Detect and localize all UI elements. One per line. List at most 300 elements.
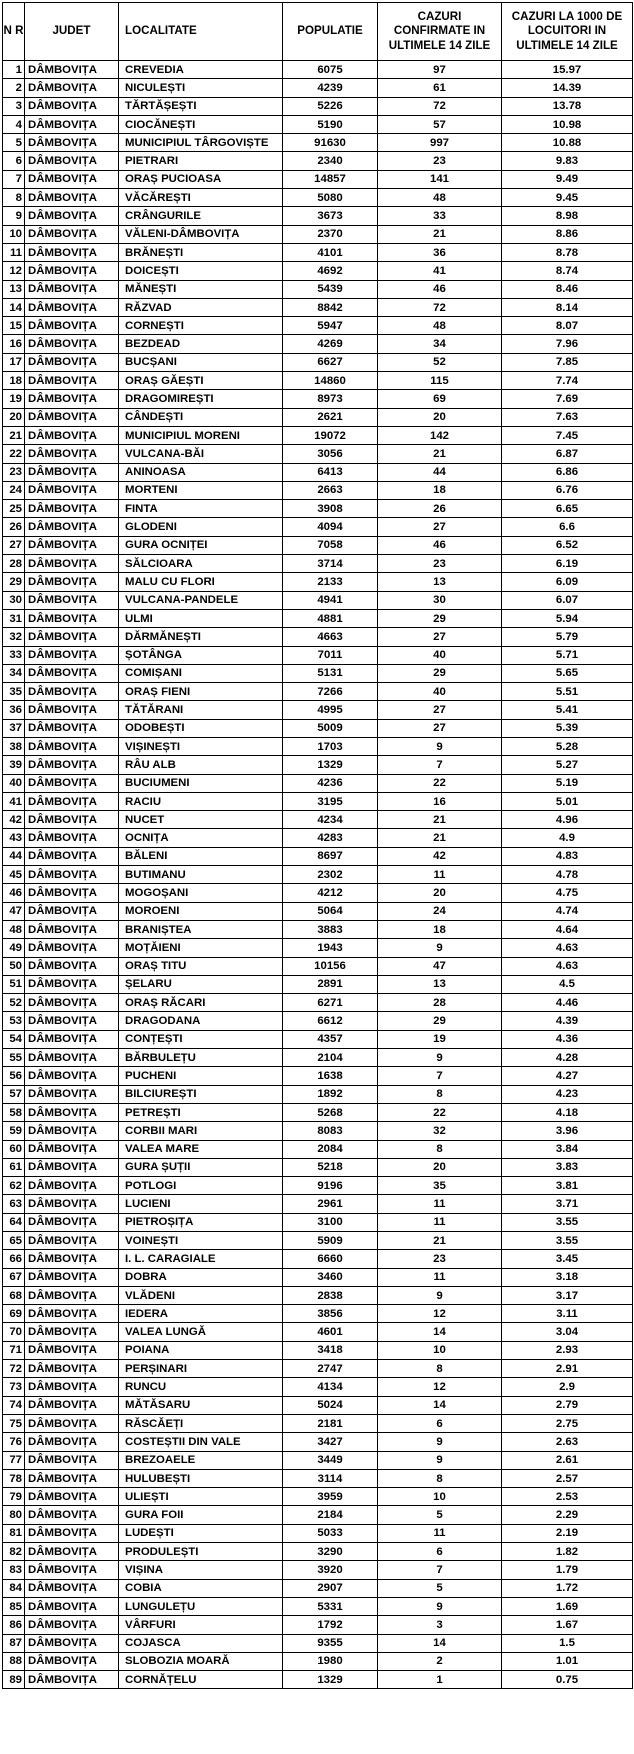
localitate-cell: VALEA MARE bbox=[119, 1140, 283, 1158]
rata-cell: 6.07 bbox=[502, 591, 633, 609]
table-row bbox=[3, 1597, 633, 1615]
populatie-cell: 4234 bbox=[283, 811, 378, 829]
rata-cell: 7.85 bbox=[502, 353, 633, 371]
table-row bbox=[3, 298, 633, 316]
populatie-cell: 2181 bbox=[283, 1414, 378, 1432]
localitate-cell: VIȘINEȘTI bbox=[119, 737, 283, 755]
table-row bbox=[3, 664, 633, 682]
row-number: 83 bbox=[3, 1561, 25, 1579]
row-number: 87 bbox=[3, 1634, 25, 1652]
row-number: 84 bbox=[3, 1579, 25, 1597]
localitate-cell: ORAȘ TITU bbox=[119, 957, 283, 975]
cazuri-cell: 20 bbox=[378, 408, 502, 426]
judet-cell: DÂMBOVIȚA bbox=[25, 1012, 119, 1030]
row-number: 86 bbox=[3, 1616, 25, 1634]
rata-cell: 3.45 bbox=[502, 1250, 633, 1268]
localitate-cell: GLODENI bbox=[119, 518, 283, 536]
localitate-cell: VULCANA-BĂI bbox=[119, 445, 283, 463]
table-body bbox=[3, 61, 633, 1689]
table-row bbox=[3, 1561, 633, 1579]
row-number: 36 bbox=[3, 701, 25, 719]
judet-cell: DÂMBOVIȚA bbox=[25, 280, 119, 298]
populatie-cell: 4134 bbox=[283, 1378, 378, 1396]
populatie-cell: 5024 bbox=[283, 1396, 378, 1414]
table-row bbox=[3, 134, 633, 152]
rata-cell: 2.53 bbox=[502, 1488, 633, 1506]
row-number: 39 bbox=[3, 756, 25, 774]
row-number: 62 bbox=[3, 1177, 25, 1195]
table-row bbox=[3, 1360, 633, 1378]
localitate-cell: RÂU ALB bbox=[119, 756, 283, 774]
localitate-cell: PRODULEȘTI bbox=[119, 1543, 283, 1561]
row-number: 88 bbox=[3, 1652, 25, 1670]
populatie-cell: 4212 bbox=[283, 884, 378, 902]
table-row bbox=[3, 902, 633, 920]
table-row bbox=[3, 1122, 633, 1140]
judet-cell: DÂMBOVIȚA bbox=[25, 1561, 119, 1579]
table-row bbox=[3, 1469, 633, 1487]
rata-cell: 2.91 bbox=[502, 1360, 633, 1378]
judet-cell: DÂMBOVIȚA bbox=[25, 975, 119, 993]
localitate-cell: COJASCA bbox=[119, 1634, 283, 1652]
table-row bbox=[3, 957, 633, 975]
row-number: 80 bbox=[3, 1506, 25, 1524]
localitate-cell: CORNEȘTI bbox=[119, 317, 283, 335]
judet-cell: DÂMBOVIȚA bbox=[25, 1506, 119, 1524]
row-number: 72 bbox=[3, 1360, 25, 1378]
localitate-cell: RUNCU bbox=[119, 1378, 283, 1396]
rata-cell: 3.18 bbox=[502, 1268, 633, 1286]
populatie-cell: 1892 bbox=[283, 1085, 378, 1103]
row-number: 71 bbox=[3, 1341, 25, 1359]
cazuri-cell: 36 bbox=[378, 243, 502, 261]
table-row bbox=[3, 994, 633, 1012]
judet-cell: DÂMBOVIȚA bbox=[25, 134, 119, 152]
localitate-cell: BĂRBULEȚU bbox=[119, 1049, 283, 1067]
table-row bbox=[3, 518, 633, 536]
localitate-cell: PUCHENI bbox=[119, 1067, 283, 1085]
judet-cell: DÂMBOVIȚA bbox=[25, 481, 119, 499]
localitate-cell: VIȘINA bbox=[119, 1561, 283, 1579]
row-number: 50 bbox=[3, 957, 25, 975]
populatie-cell: 2340 bbox=[283, 152, 378, 170]
row-number: 12 bbox=[3, 262, 25, 280]
localitate-cell: POTLOGI bbox=[119, 1177, 283, 1195]
populatie-cell: 14860 bbox=[283, 372, 378, 390]
rata-cell: 8.14 bbox=[502, 298, 633, 316]
localitate-cell: HULUBEȘTI bbox=[119, 1469, 283, 1487]
rata-cell: 4.64 bbox=[502, 920, 633, 938]
table-row bbox=[3, 719, 633, 737]
rata-cell: 10.88 bbox=[502, 134, 633, 152]
populatie-cell: 2084 bbox=[283, 1140, 378, 1158]
rata-cell: 1.72 bbox=[502, 1579, 633, 1597]
header-cazuri: CAZURI CONFIRMATE IN ULTIMELE 14 ZILE bbox=[378, 3, 502, 61]
cazuri-cell: 8 bbox=[378, 1360, 502, 1378]
table-row bbox=[3, 847, 633, 865]
row-number: 55 bbox=[3, 1049, 25, 1067]
cazuri-cell: 47 bbox=[378, 957, 502, 975]
rata-cell: 3.55 bbox=[502, 1213, 633, 1231]
judet-cell: DÂMBOVIȚA bbox=[25, 1195, 119, 1213]
localitate-cell: RĂZVAD bbox=[119, 298, 283, 316]
table-row bbox=[3, 463, 633, 481]
table-row bbox=[3, 1213, 633, 1231]
row-number: 33 bbox=[3, 646, 25, 664]
judet-cell: DÂMBOVIȚA bbox=[25, 500, 119, 518]
row-number: 85 bbox=[3, 1597, 25, 1615]
rata-cell: 5.41 bbox=[502, 701, 633, 719]
cazuri-cell: 27 bbox=[378, 719, 502, 737]
localitate-cell: ORAȘ FIENI bbox=[119, 683, 283, 701]
populatie-cell: 3714 bbox=[283, 555, 378, 573]
table-row bbox=[3, 170, 633, 188]
row-number: 16 bbox=[3, 335, 25, 353]
cazuri-cell: 7 bbox=[378, 756, 502, 774]
judet-cell: DÂMBOVIȚA bbox=[25, 1396, 119, 1414]
rata-cell: 2.9 bbox=[502, 1378, 633, 1396]
populatie-cell: 5439 bbox=[283, 280, 378, 298]
table-row bbox=[3, 1268, 633, 1286]
populatie-cell: 4663 bbox=[283, 628, 378, 646]
cazuri-cell: 12 bbox=[378, 1378, 502, 1396]
judet-cell: DÂMBOVIȚA bbox=[25, 1122, 119, 1140]
cazuri-cell: 7 bbox=[378, 1067, 502, 1085]
table-row bbox=[3, 920, 633, 938]
judet-cell: DÂMBOVIȚA bbox=[25, 628, 119, 646]
cazuri-cell: 29 bbox=[378, 1012, 502, 1030]
localitate-cell: COSTEȘTII DIN VALE bbox=[119, 1433, 283, 1451]
cazuri-cell: 11 bbox=[378, 1268, 502, 1286]
row-number: 65 bbox=[3, 1232, 25, 1250]
cazuri-cell: 9 bbox=[378, 737, 502, 755]
rata-cell: 4.46 bbox=[502, 994, 633, 1012]
cazuri-cell: 7 bbox=[378, 1561, 502, 1579]
localitate-cell: MUNICIPIUL TÂRGOVIȘTE bbox=[119, 134, 283, 152]
table-row bbox=[3, 756, 633, 774]
cazuri-cell: 32 bbox=[378, 1122, 502, 1140]
localitate-cell: ORAȘ PUCIOASA bbox=[119, 170, 283, 188]
table-row bbox=[3, 372, 633, 390]
localitate-cell: OCNIȚA bbox=[119, 829, 283, 847]
judet-cell: DÂMBOVIȚA bbox=[25, 1433, 119, 1451]
rata-cell: 5.19 bbox=[502, 774, 633, 792]
populatie-cell: 5009 bbox=[283, 719, 378, 737]
judet-cell: DÂMBOVIȚA bbox=[25, 1543, 119, 1561]
table-row bbox=[3, 1671, 633, 1689]
row-number: 38 bbox=[3, 737, 25, 755]
judet-cell: DÂMBOVIȚA bbox=[25, 1049, 119, 1067]
table-row bbox=[3, 1305, 633, 1323]
populatie-cell: 8973 bbox=[283, 390, 378, 408]
row-number: 6 bbox=[3, 152, 25, 170]
localitate-cell: MOROENI bbox=[119, 902, 283, 920]
populatie-cell: 5080 bbox=[283, 189, 378, 207]
row-number: 40 bbox=[3, 774, 25, 792]
cazuri-cell: 41 bbox=[378, 262, 502, 280]
judet-cell: DÂMBOVIȚA bbox=[25, 573, 119, 591]
judet-cell: DÂMBOVIȚA bbox=[25, 1067, 119, 1085]
rata-cell: 5.51 bbox=[502, 683, 633, 701]
localitate-cell: DĂRMĂNEȘTI bbox=[119, 628, 283, 646]
populatie-cell: 3460 bbox=[283, 1268, 378, 1286]
cazuri-cell: 21 bbox=[378, 1232, 502, 1250]
row-number: 42 bbox=[3, 811, 25, 829]
cazuri-cell: 115 bbox=[378, 372, 502, 390]
table-row bbox=[3, 1634, 633, 1652]
judet-cell: DÂMBOVIȚA bbox=[25, 372, 119, 390]
row-number: 89 bbox=[3, 1671, 25, 1689]
populatie-cell: 1329 bbox=[283, 1671, 378, 1689]
rata-cell: 8.78 bbox=[502, 243, 633, 261]
populatie-cell: 2184 bbox=[283, 1506, 378, 1524]
table-row bbox=[3, 555, 633, 573]
rata-cell: 3.96 bbox=[502, 1122, 633, 1140]
rata-cell: 6.19 bbox=[502, 555, 633, 573]
populatie-cell: 2961 bbox=[283, 1195, 378, 1213]
table-row bbox=[3, 829, 633, 847]
populatie-cell: 2663 bbox=[283, 481, 378, 499]
localitate-cell: BRANIȘTEA bbox=[119, 920, 283, 938]
localitate-cell: CÂNDEȘTI bbox=[119, 408, 283, 426]
table-row bbox=[3, 335, 633, 353]
judet-cell: DÂMBOVIȚA bbox=[25, 1213, 119, 1231]
judet-cell: DÂMBOVIȚA bbox=[25, 811, 119, 829]
row-number: 75 bbox=[3, 1414, 25, 1432]
table-row bbox=[3, 701, 633, 719]
cazuri-cell: 61 bbox=[378, 79, 502, 97]
localitate-cell: VLĂDENI bbox=[119, 1286, 283, 1304]
judet-cell: DÂMBOVIȚA bbox=[25, 1524, 119, 1542]
cazuri-cell: 30 bbox=[378, 591, 502, 609]
judet-cell: DÂMBOVIȚA bbox=[25, 1250, 119, 1268]
row-number: 49 bbox=[3, 939, 25, 957]
table-row bbox=[3, 481, 633, 499]
row-number: 60 bbox=[3, 1140, 25, 1158]
rata-cell: 1.82 bbox=[502, 1543, 633, 1561]
row-number: 35 bbox=[3, 683, 25, 701]
populatie-cell: 9355 bbox=[283, 1634, 378, 1652]
localitate-cell: ULMI bbox=[119, 609, 283, 627]
table-row bbox=[3, 500, 633, 518]
table-row bbox=[3, 774, 633, 792]
rata-cell: 7.45 bbox=[502, 426, 633, 444]
cazuri-cell: 40 bbox=[378, 646, 502, 664]
rata-cell: 4.63 bbox=[502, 957, 633, 975]
row-number: 43 bbox=[3, 829, 25, 847]
table-row bbox=[3, 1543, 633, 1561]
table-row bbox=[3, 975, 633, 993]
populatie-cell: 4601 bbox=[283, 1323, 378, 1341]
populatie-cell: 6075 bbox=[283, 61, 378, 79]
rata-cell: 8.74 bbox=[502, 262, 633, 280]
localitate-cell: RACIU bbox=[119, 792, 283, 810]
table-row bbox=[3, 683, 633, 701]
populatie-cell: 2104 bbox=[283, 1049, 378, 1067]
table-row bbox=[3, 939, 633, 957]
populatie-cell: 4995 bbox=[283, 701, 378, 719]
table-row bbox=[3, 1195, 633, 1213]
rata-cell: 6.6 bbox=[502, 518, 633, 536]
cazuri-cell: 23 bbox=[378, 555, 502, 573]
cazuri-cell: 40 bbox=[378, 683, 502, 701]
judet-cell: DÂMBOVIȚA bbox=[25, 518, 119, 536]
row-number: 29 bbox=[3, 573, 25, 591]
row-number: 57 bbox=[3, 1085, 25, 1103]
table-header bbox=[3, 3, 633, 61]
localitate-cell: BRĂNEȘTI bbox=[119, 243, 283, 261]
judet-cell: DÂMBOVIȚA bbox=[25, 1268, 119, 1286]
judet-cell: DÂMBOVIȚA bbox=[25, 445, 119, 463]
rata-cell: 7.69 bbox=[502, 390, 633, 408]
cazuri-cell: 29 bbox=[378, 609, 502, 627]
header-nr: N R bbox=[3, 3, 25, 61]
cazuri-cell: 48 bbox=[378, 189, 502, 207]
row-number: 51 bbox=[3, 975, 25, 993]
cazuri-cell: 3 bbox=[378, 1616, 502, 1634]
populatie-cell: 4941 bbox=[283, 591, 378, 609]
populatie-cell: 3883 bbox=[283, 920, 378, 938]
rata-cell: 4.78 bbox=[502, 866, 633, 884]
populatie-cell: 5218 bbox=[283, 1158, 378, 1176]
table-row bbox=[3, 243, 633, 261]
row-number: 66 bbox=[3, 1250, 25, 1268]
rata-cell: 4.28 bbox=[502, 1049, 633, 1067]
table-row bbox=[3, 1378, 633, 1396]
rata-cell: 4.27 bbox=[502, 1067, 633, 1085]
judet-cell: DÂMBOVIȚA bbox=[25, 1305, 119, 1323]
populatie-cell: 91630 bbox=[283, 134, 378, 152]
table-row bbox=[3, 1085, 633, 1103]
rata-cell: 2.61 bbox=[502, 1451, 633, 1469]
table-row bbox=[3, 1506, 633, 1524]
cazuri-cell: 57 bbox=[378, 115, 502, 133]
row-number: 19 bbox=[3, 390, 25, 408]
populatie-cell: 6271 bbox=[283, 994, 378, 1012]
cazuri-cell: 14 bbox=[378, 1634, 502, 1652]
localitate-cell: MOGOȘANI bbox=[119, 884, 283, 902]
row-number: 1 bbox=[3, 61, 25, 79]
table-row bbox=[3, 1140, 633, 1158]
row-number: 81 bbox=[3, 1524, 25, 1542]
judet-cell: DÂMBOVIȚA bbox=[25, 1488, 119, 1506]
cazuri-cell: 33 bbox=[378, 207, 502, 225]
rata-cell: 2.93 bbox=[502, 1341, 633, 1359]
populatie-cell: 1329 bbox=[283, 756, 378, 774]
cazuri-cell: 19 bbox=[378, 1030, 502, 1048]
row-number: 34 bbox=[3, 664, 25, 682]
row-number: 79 bbox=[3, 1488, 25, 1506]
populatie-cell: 4283 bbox=[283, 829, 378, 847]
localitate-cell: PIETRARI bbox=[119, 152, 283, 170]
cazuri-cell: 14 bbox=[378, 1396, 502, 1414]
judet-cell: DÂMBOVIȚA bbox=[25, 884, 119, 902]
rata-cell: 8.46 bbox=[502, 280, 633, 298]
table-row bbox=[3, 573, 633, 591]
row-number: 14 bbox=[3, 298, 25, 316]
row-number: 18 bbox=[3, 372, 25, 390]
row-number: 58 bbox=[3, 1103, 25, 1121]
rata-cell: 7.96 bbox=[502, 335, 633, 353]
rata-cell: 9.49 bbox=[502, 170, 633, 188]
localitate-cell: MUNICIPIUL MORENI bbox=[119, 426, 283, 444]
judet-cell: DÂMBOVIȚA bbox=[25, 1177, 119, 1195]
rata-cell: 0.75 bbox=[502, 1671, 633, 1689]
populatie-cell: 5190 bbox=[283, 115, 378, 133]
localitate-cell: BUCȘANI bbox=[119, 353, 283, 371]
cazuri-cell: 72 bbox=[378, 97, 502, 115]
rata-cell: 6.76 bbox=[502, 481, 633, 499]
localitate-cell: LUNGULEȚU bbox=[119, 1597, 283, 1615]
populatie-cell: 3418 bbox=[283, 1341, 378, 1359]
cazuri-cell: 142 bbox=[378, 426, 502, 444]
row-number: 30 bbox=[3, 591, 25, 609]
row-number: 28 bbox=[3, 555, 25, 573]
judet-cell: DÂMBOVIȚA bbox=[25, 701, 119, 719]
populatie-cell: 4692 bbox=[283, 262, 378, 280]
judet-cell: DÂMBOVIȚA bbox=[25, 115, 119, 133]
cazuri-cell: 13 bbox=[378, 573, 502, 591]
table-row bbox=[3, 1451, 633, 1469]
rata-cell: 1.01 bbox=[502, 1652, 633, 1670]
populatie-cell: 4357 bbox=[283, 1030, 378, 1048]
rata-cell: 15.97 bbox=[502, 61, 633, 79]
header-populatie: POPULATIE bbox=[283, 3, 378, 61]
rata-cell: 13.78 bbox=[502, 97, 633, 115]
rata-cell: 9.83 bbox=[502, 152, 633, 170]
rata-cell: 1.5 bbox=[502, 1634, 633, 1652]
localitate-cell: BUCIUMENI bbox=[119, 774, 283, 792]
populatie-cell: 3856 bbox=[283, 1305, 378, 1323]
rata-cell: 2.79 bbox=[502, 1396, 633, 1414]
judet-cell: DÂMBOVIȚA bbox=[25, 1469, 119, 1487]
cazuri-cell: 12 bbox=[378, 1305, 502, 1323]
table-row bbox=[3, 225, 633, 243]
rata-cell: 2.75 bbox=[502, 1414, 633, 1432]
populatie-cell: 2838 bbox=[283, 1286, 378, 1304]
populatie-cell: 5909 bbox=[283, 1232, 378, 1250]
populatie-cell: 2891 bbox=[283, 975, 378, 993]
judet-cell: DÂMBOVIȚA bbox=[25, 463, 119, 481]
localitate-cell: MĂTĂSARU bbox=[119, 1396, 283, 1414]
judet-cell: DÂMBOVIȚA bbox=[25, 1414, 119, 1432]
cazuri-cell: 27 bbox=[378, 628, 502, 646]
judet-cell: DÂMBOVIȚA bbox=[25, 97, 119, 115]
row-number: 25 bbox=[3, 500, 25, 518]
localitate-cell: COBIA bbox=[119, 1579, 283, 1597]
rata-cell: 9.45 bbox=[502, 189, 633, 207]
cazuri-cell: 27 bbox=[378, 701, 502, 719]
localitate-cell: MORTENI bbox=[119, 481, 283, 499]
cazuri-cell: 46 bbox=[378, 536, 502, 554]
rata-cell: 3.81 bbox=[502, 1177, 633, 1195]
row-number: 22 bbox=[3, 445, 25, 463]
table-row bbox=[3, 1323, 633, 1341]
rata-cell: 4.83 bbox=[502, 847, 633, 865]
cazuri-cell: 22 bbox=[378, 1103, 502, 1121]
judet-cell: DÂMBOVIȚA bbox=[25, 591, 119, 609]
judet-cell: DÂMBOVIȚA bbox=[25, 1286, 119, 1304]
rata-cell: 4.18 bbox=[502, 1103, 633, 1121]
localitate-cell: CREVEDIA bbox=[119, 61, 283, 79]
judet-cell: DÂMBOVIȚA bbox=[25, 1323, 119, 1341]
table-row bbox=[3, 792, 633, 810]
cazuri-cell: 9 bbox=[378, 1433, 502, 1451]
cazuri-cell: 24 bbox=[378, 902, 502, 920]
populatie-cell: 4881 bbox=[283, 609, 378, 627]
rata-cell: 3.71 bbox=[502, 1195, 633, 1213]
rata-cell: 4.74 bbox=[502, 902, 633, 920]
